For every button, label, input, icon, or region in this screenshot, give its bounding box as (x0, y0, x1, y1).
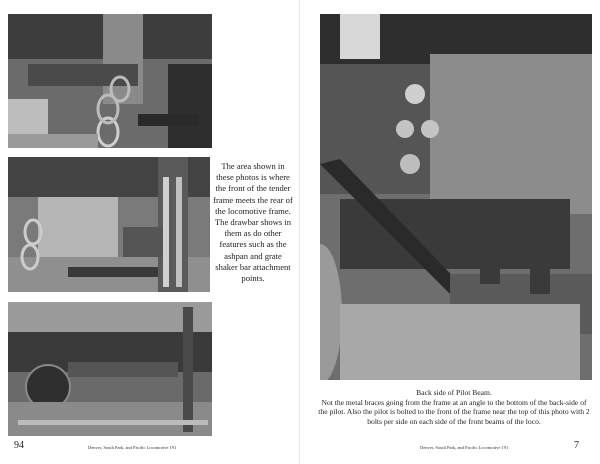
photo-drawbar-chains (8, 157, 210, 292)
page-footer: Denver, South Park, and Pacific Locomotive 191 (88, 445, 177, 450)
caption-body: Not the metal braces going from the frame at an angle to the bottom of the back-side of the pilot. Also the pilot is bolted to the front of the frame near the top of this photo with 2 bolts per side on each side of the front beams of the loco. (318, 397, 590, 426)
photo-ashpan-underside (8, 302, 212, 436)
photo-tender-frame-top (8, 14, 212, 148)
photo-caption (316, 388, 592, 426)
photo-caption: The area shown in these photos is where the front of the tender frame meets the rear of the locomotive frame. The drawbar shows in them as do other features such as the ashpan and grate shaker bar attachment points. (213, 161, 293, 284)
caption-title: Back side of Pilot Beam. (416, 388, 492, 397)
right-page (300, 0, 600, 464)
page-number: 7 (574, 440, 579, 451)
photo-pilot-beam (320, 14, 592, 380)
page-footer: Denver, South Park, and Pacific Locomotive 191 (420, 445, 509, 450)
page-number: 94 (14, 440, 24, 451)
